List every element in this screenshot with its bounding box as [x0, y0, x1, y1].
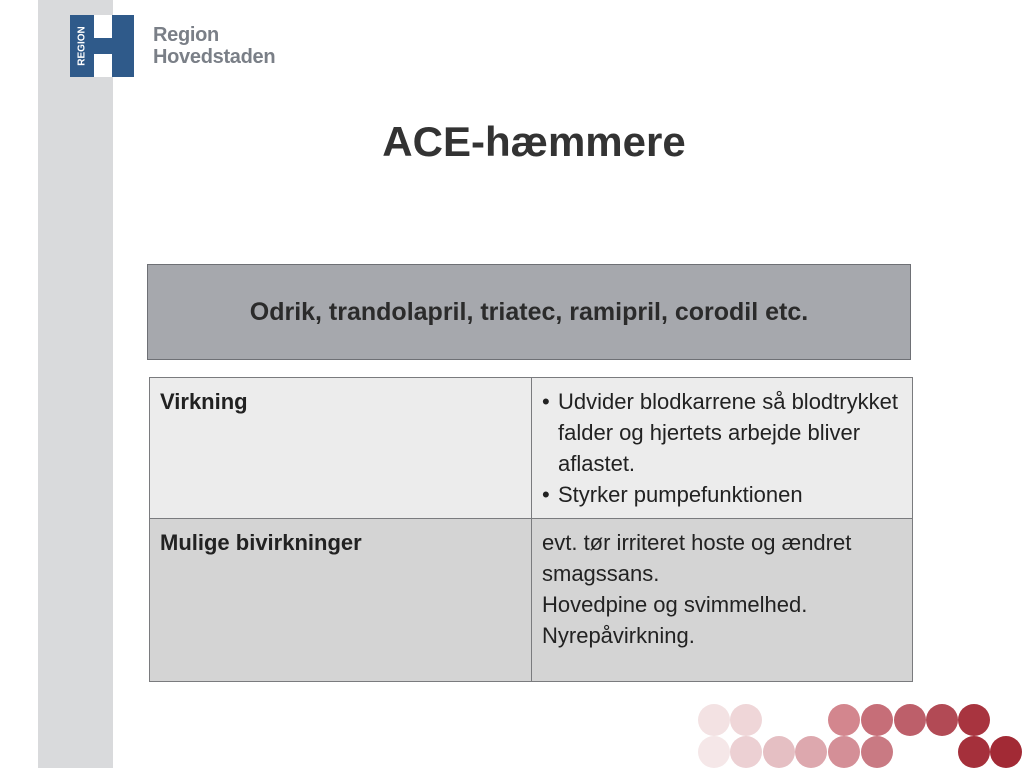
side-effect-line-3: Nyrepåvirkning.: [542, 623, 695, 648]
side-effect-line-1: evt. tør irriteret hoste og ændret smagssans.: [542, 530, 852, 586]
table-row-side-effects: [150, 519, 913, 682]
decor-dot: [828, 736, 860, 768]
decor-dot: [730, 704, 762, 736]
decor-dot: [795, 736, 827, 768]
decor-dot: [828, 704, 860, 736]
bullet-icon: •: [542, 482, 550, 507]
drug-names-banner: Odrik, trandolapril, triatec, ramipril, corodil etc.: [147, 264, 911, 360]
decor-dot: [730, 736, 762, 768]
region-logo-icon: [70, 15, 134, 77]
decor-dot: [698, 736, 730, 768]
decor-dot: [698, 704, 730, 736]
logo-badge-text: REGION: [76, 26, 88, 66]
bullet-icon: •: [542, 389, 550, 414]
decor-dot: [990, 736, 1022, 768]
effect-bullet-1: • Udvider blodkarrene så blodtrykket falder og hjertets arbejde bliver aflastet.: [542, 386, 902, 479]
info-table: [149, 377, 913, 682]
decor-dot: [861, 736, 893, 768]
logo-line-2: Hovedstaden: [153, 46, 276, 68]
decor-dot: [958, 736, 990, 768]
decor-dot: [763, 736, 795, 768]
decor-dot: [894, 704, 926, 736]
side-effects-label: Mulige bivirkninger: [150, 519, 532, 682]
effect-label: Virkning: [150, 378, 532, 519]
slide-title: ACE-hæmmere: [382, 118, 686, 165]
effect-content: [532, 378, 913, 519]
effect-bullet-2: • Styrker pumpefunktionen: [542, 479, 902, 510]
table-row-effect: [150, 378, 913, 519]
decor-dot: [926, 704, 958, 736]
logo-wordmark: [153, 24, 275, 68]
side-effects-content: [532, 519, 913, 682]
decor-dot: [861, 704, 893, 736]
logo-line-1: Region: [153, 24, 219, 46]
side-band: [38, 0, 113, 768]
side-effect-line-2: Hovedpine og svimmelhed.: [542, 592, 808, 617]
decor-dot: [958, 704, 990, 736]
